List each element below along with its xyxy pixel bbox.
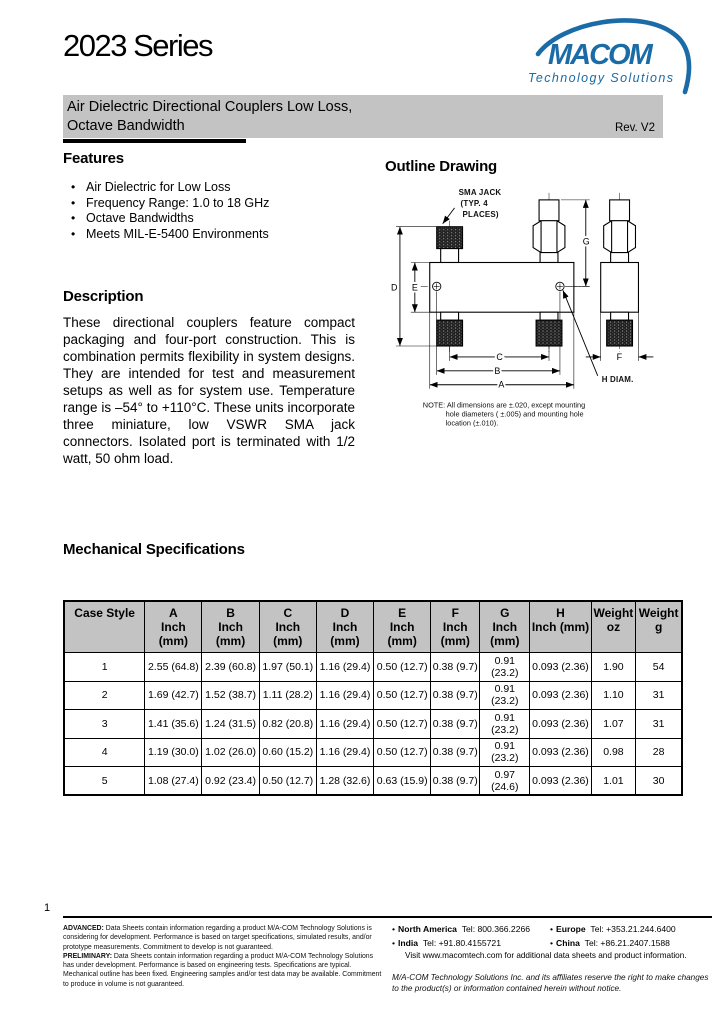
table-cell: 54 — [636, 653, 682, 682]
table-cell: 0.63 (15.9) — [374, 767, 431, 796]
page-number: 1 — [44, 902, 51, 914]
table-row — [64, 681, 682, 710]
table-cell: 0.38 (9.7) — [431, 767, 480, 796]
column-header: C Inch (mm) — [259, 601, 316, 653]
table-cell: 1.16 (29.4) — [316, 653, 373, 682]
dim-label-c: C — [496, 351, 503, 362]
subtitle-line-1: Air Dielectric Directional Couplers Low Loss, — [67, 99, 353, 115]
table-cell: 2 — [64, 681, 145, 710]
advanced-text: Data Sheets contain information regarding a product M/A-COM Technology Solutions is considering for development. Performance is based on target specifications, simulated results, and/or prototype measurements. Commitment to develop is not guaranteed. — [63, 925, 372, 951]
page-title: 2023 Series — [63, 28, 212, 63]
mechanical-spec-table — [63, 600, 683, 796]
footer-rule — [63, 916, 712, 918]
subtitle-line-2: Octave Bandwidth — [67, 117, 185, 134]
table-cell: 0.50 (12.7) — [374, 681, 431, 710]
table-cell: 0.093 (2.36) — [530, 767, 591, 796]
contact-name: North America — [398, 924, 457, 934]
bullet-icon: • — [550, 938, 554, 948]
table-cell: 5 — [64, 767, 145, 796]
right-column — [385, 158, 717, 436]
column-header: E Inch (mm) — [374, 601, 431, 653]
table-cell: 0.38 (9.7) — [431, 653, 480, 682]
table-cell: 1.97 (50.1) — [259, 653, 316, 682]
table-cell: 1.16 (29.4) — [316, 738, 373, 767]
dim-label-e: E — [411, 282, 418, 293]
left-column — [63, 150, 355, 467]
sma-jack-label: PLACES) — [462, 209, 499, 219]
drawing-note: NOTE: All dimensions are ±.020, except mounting — [422, 400, 586, 410]
table-cell: 1.52 (38.7) — [202, 681, 259, 710]
table-cell: 1.16 (29.4) — [316, 710, 373, 739]
table-cell: 2.39 (60.8) — [202, 653, 259, 682]
table-cell: 3 — [64, 710, 145, 739]
contact-europe — [550, 924, 714, 935]
table-cell: 1 — [64, 653, 145, 682]
footer-contacts — [392, 924, 714, 994]
table-cell: 0.60 (15.2) — [259, 738, 316, 767]
table-row — [64, 653, 682, 682]
column-header: F Inch (mm) — [431, 601, 480, 653]
logo-brand: MACOM — [548, 39, 651, 71]
table-cell: 0.50 (12.7) — [374, 653, 431, 682]
column-header: G Inch (mm) — [480, 601, 530, 653]
table-cell: 0.91 (23.2) — [480, 681, 530, 710]
description-text: These directional couplers feature compact packaging and four-port construction. This is combination permits flexibility in system designs. They are intended for test and measurement setups as well as for system use. Temperature range is –54° to +110°C. These units incorporate three miniature, low VSWR SMA jack connectors. Isolated port is terminated with 1/2 watt, 50 ohm load. — [63, 315, 355, 466]
table-cell: 1.02 (26.0) — [202, 738, 259, 767]
contact-name: China — [556, 938, 580, 948]
bullet-icon: • — [392, 938, 396, 948]
outline-drawing — [387, 181, 715, 431]
contact-tel: Tel: +86.21.2407.1588 — [584, 938, 670, 948]
macom-logo — [524, 16, 706, 96]
feature-item: • Octave Bandwidths — [63, 211, 355, 227]
table-cell: 0.50 (12.7) — [374, 738, 431, 767]
preliminary-disclaimer — [63, 952, 383, 989]
table-row — [64, 767, 682, 796]
sma-jack-label: (TYP. 4 — [460, 198, 488, 208]
contact-tel: Tel: +353.21.244.6400 — [590, 924, 676, 934]
table-cell: 1.07 — [591, 710, 636, 739]
column-header: H Inch (mm) — [530, 601, 591, 653]
contact-name: India — [398, 938, 419, 948]
feature-item: • Air Dielectric for Low Loss — [63, 180, 355, 196]
table-cell: 0.38 (9.7) — [431, 681, 480, 710]
preliminary-text: Data Sheets contain information regarding a product M/A-COM Technology Solutions has under development. Performance is based on engineering tests. Specifications are typical. Mechanical outline has been fixed. Engineering samples and/or test data may be available. Commitment to produce in volume is not guaranteed. — [63, 952, 382, 988]
table-cell: 1.10 — [591, 681, 636, 710]
table-row — [64, 738, 682, 767]
preliminary-label: PRELIMINARY: — [63, 952, 112, 960]
table-cell: 0.093 (2.36) — [530, 653, 591, 682]
bullet-icon: • — [392, 924, 396, 934]
table-cell: 0.093 (2.36) — [530, 710, 591, 739]
table-cell: 1.19 (30.0) — [145, 738, 202, 767]
table-cell: 1.90 — [591, 653, 636, 682]
table-cell: 0.82 (20.8) — [259, 710, 316, 739]
dim-label-d: D — [390, 282, 398, 293]
advanced-disclaimer — [63, 924, 383, 952]
contact-india — [392, 938, 550, 949]
table-cell: 1.16 (29.4) — [316, 681, 373, 710]
dim-label-a: A — [498, 379, 505, 390]
coupler-front-view — [430, 200, 574, 346]
drawing-note: hole diameters ( ±.005) and mounting hole — [445, 409, 584, 419]
dim-label-f: F — [616, 351, 623, 362]
footer-disclaimers — [63, 924, 383, 989]
table-cell: 0.38 (9.7) — [431, 710, 480, 739]
outline-heading: Outline Drawing — [385, 158, 498, 175]
table-cell: 0.91 (23.2) — [480, 738, 530, 767]
table-cell: 31 — [636, 681, 682, 710]
column-header: Weight g — [636, 601, 682, 653]
legal-notice: M/A-COM Technology Solutions Inc. and its affiliates reserve the right to make changes to the product(s) or information contained herein without notice. — [392, 973, 709, 993]
table-cell: 1.01 — [591, 767, 636, 796]
drawing-note: location (±.010). — [445, 418, 499, 428]
description-heading: Description — [63, 288, 144, 305]
table-row — [64, 710, 682, 739]
table-cell: 0.91 (23.2) — [480, 653, 530, 682]
table-cell: 1.41 (35.6) — [145, 710, 202, 739]
table-cell: 0.92 (23.4) — [202, 767, 259, 796]
advanced-label: ADVANCED: — [63, 925, 104, 932]
contact-name: Europe — [556, 924, 586, 934]
table-cell: 1.69 (42.7) — [145, 681, 202, 710]
table-cell: 28 — [636, 738, 682, 767]
table-cell: 0.97 (24.6) — [480, 767, 530, 796]
features-heading: Features — [63, 150, 124, 167]
table-cell: 0.50 (12.7) — [374, 710, 431, 739]
contact-north-america — [392, 924, 550, 935]
mech-spec-heading: Mechanical Specifications — [63, 541, 245, 558]
header-rule — [63, 139, 246, 143]
column-header: A Inch (mm) — [145, 601, 202, 653]
table-cell: 0.50 (12.7) — [259, 767, 316, 796]
table-cell: 0.093 (2.36) — [530, 738, 591, 767]
features-list — [63, 180, 355, 242]
table-cell: 30 — [636, 767, 682, 796]
dim-label-b: B — [494, 365, 501, 376]
column-header: B Inch (mm) — [202, 601, 259, 653]
bullet-icon: • — [550, 924, 554, 934]
table-cell: 2.55 (64.8) — [145, 653, 202, 682]
feature-item: • Frequency Range: 1.0 to 18 GHz — [63, 196, 355, 212]
website-note: Visit www.macomtech.com for additional data sheets and product information. — [405, 951, 687, 960]
table-cell: 0.38 (9.7) — [431, 738, 480, 767]
column-header: D Inch (mm) — [316, 601, 373, 653]
table-cell: 0.093 (2.36) — [530, 681, 591, 710]
contact-china — [550, 938, 714, 949]
table-cell: 1.11 (28.2) — [259, 681, 316, 710]
contact-tel: Tel: 800.366.2266 — [461, 924, 531, 934]
sma-jack-label: SMA JACK — [458, 187, 502, 197]
table-cell: 4 — [64, 738, 145, 767]
h-diam-label: H DIAM. — [601, 374, 634, 384]
dim-label-g: G — [582, 236, 590, 247]
table-header-row — [64, 601, 682, 653]
table-cell: 0.98 — [591, 738, 636, 767]
feature-item: • Meets MIL-E-5400 Environments — [63, 227, 355, 243]
table-cell: 0.91 (23.2) — [480, 710, 530, 739]
subtitle-bar — [63, 95, 663, 138]
revision-label: Rev. V2 — [614, 122, 655, 134]
table-cell: 31 — [636, 710, 682, 739]
table-cell: 1.24 (31.5) — [202, 710, 259, 739]
contact-tel: Tel: +91.80.4155721 — [422, 938, 501, 948]
column-header: Case Style — [64, 601, 145, 653]
table-cell: 1.28 (32.6) — [316, 767, 373, 796]
column-header: Weight oz — [591, 601, 636, 653]
coupler-side-view — [601, 200, 639, 346]
logo-tagline: Technology Solutions — [528, 71, 675, 85]
table-cell: 1.08 (27.4) — [145, 767, 202, 796]
